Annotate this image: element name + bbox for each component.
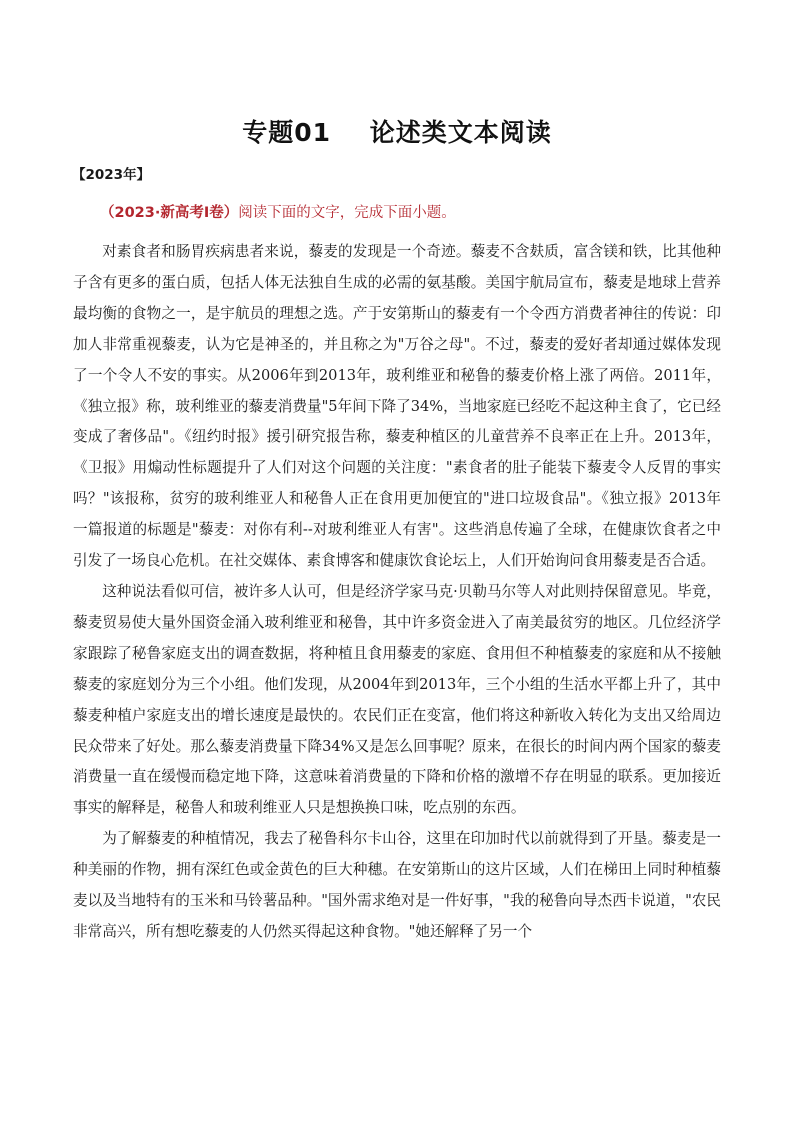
article-paragraph-3: 为了解藜麦的种植情况，我去了秘鲁科尔卡山谷，这里在印加时代以前就得到了开垦。藜麦是一种美丽的作物，拥有深红色或金黄色的巨大种穗。在安第斯山的这片区域，人们在梯田上同时种植藜麦以及当地特有的玉米和马铃薯品种。"国外需求绝对是一件好事，"我的秘鲁向导杰西卡说道，"农民非常高兴，所有想吃藜麦的人仍然买得起这种食物。"她还解释了另一个 — [73, 830, 721, 940]
page-title: 专题01 论述类文本阅读 — [242, 118, 552, 147]
article-paragraph-1: 对素食者和肠胃疾病患者来说，藜麦的发现是一个奇迹。藜麦不含麸质，富含镁和铁，比其他种子含有更多的蛋白质，包括人体无法独自生成的必需的氨基酸。美国宇航局宣布，藜麦是地球上营养最均衡的食物之一，是宇航员的理想之选。产于安第斯山的藜麦有一个令西方消费者神往的传说：印加人非常重视藜麦，认为它是神圣的，并且称之为"万谷之母"。不过，藜麦的爱好者却通过媒体发现了一个令人不安的事实。从2006年到2013年，玻利维亚和秘鲁的藜麦价格上涨了两倍。2011年，《独立报》称，玻利维亚的藜麦消费量"5年间下降了34%，当地家庭已经吃不起这种主食了，它已经变成了奢侈品"。《纽约时报》援引研究报告称，藜麦种植区的儿童营养不良率正在上升。2013年，《卫报》用煽动性标题提升了人们对这个问题的关注度："素食者的肚子能装下藜麦令人反胃的事实吗？"该报称，贫穷的玻利维亚人和秘鲁人正在食用更加便宜的"进口垃圾食品"。《独立报》2013年一篇报道的标题是"藜麦：对你有利--对玻利维亚人有害"。这些消息传遍了全球，在健康饮食者之中引发了一场良心危机。在社交媒体、素食博客和健康饮食论坛上，人们开始询问食用藜麦是否合适。 — [73, 243, 721, 570]
question-source: （2023·新高考Ⅰ卷） — [100, 205, 239, 221]
question-instruction: 阅读下面的文字，完成下面小题。 — [238, 205, 456, 221]
question-prompt — [100, 201, 456, 222]
article-body — [73, 237, 721, 948]
year-tag: 【2023年】 — [72, 167, 151, 183]
article-paragraph-2: 这种说法看似可信，被许多人认可，但是经济学家马克·贝勒马尔等人对此则持保留意见。毕竟，藜麦贸易使大量外国资金涌入玻利维亚和秘鲁，其中许多资金进入了南美最贫穷的地区。几位经济学家跟踪了秘鲁家庭支出的调查数据，将种植且食用藜麦的家庭、食用但不种植藜麦的家庭和从不接触藜麦的家庭划分为三个小组。他们发现，从2004年到2013年，三个小组的生活水平都上升了，其中藜麦种植户家庭支出的增长速度是最快的。农民们正在变富，他们将这种新收入转化为支出又给周边民众带来了好处。那么藜麦消费量下降34%又是怎么回事呢？原来，在很长的时间内两个国家的藜麦消费量一直在缓慢而稳定地下降，这意味着消费量的下降和价格的激增不存在明显的联系。更加接近事实的解释是，秘鲁人和玻利维亚人只是想换换口味，吃点别的东西。 — [73, 582, 721, 817]
